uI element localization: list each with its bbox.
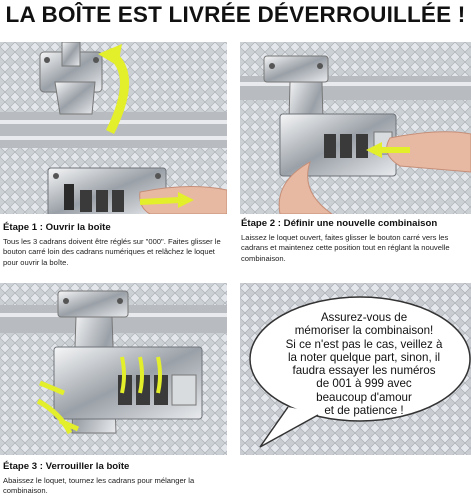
reminder-line: faudra essayer les numéros: [292, 364, 436, 378]
reminder-line: Assurez-vous de: [320, 311, 408, 324]
lock-plate-icon: [54, 347, 202, 419]
step-1-heading: Étape 1 : Ouvrir la boîte: [3, 222, 111, 233]
reminder-line: Si ce n'est pas le cas, veillez à: [285, 337, 443, 351]
reminder-line: de 001 à 999 avec: [316, 377, 412, 391]
step-1-photo: [0, 42, 227, 214]
step-2-photo: [240, 42, 471, 214]
step-3-text: Abaissez le loquet, tournez les cadrans pour mélanger la combinaison.: [3, 476, 195, 496]
step-1-text: Tous les 3 cadrans doivent être réglés sur "000". Faites glisser le bouton carré loin des cadrans numériques et relâchez le loquet pour ouvrir la boîte.: [3, 237, 221, 267]
step-3: [3, 461, 231, 497]
page-title: LA BOÎTE EST LIVRÉE DÉVERROUILLÉE !: [5, 2, 466, 27]
step-2-heading: Étape 2 : Définir une nouvelle combinaison: [241, 218, 438, 229]
reminder-line: mémoriser la combinaison!: [294, 324, 434, 338]
step-1: [3, 222, 231, 268]
dial-arrow-icon: [122, 357, 124, 393]
step-2-text: Laissez le loquet ouvert, faites glisser le bouton carré vers les cadrans et maintenez cette position tout en réglant la nouvelle combinaison.: [241, 233, 450, 263]
reminder-text: [266, 311, 462, 417]
reminder-line: et de patience !: [324, 404, 404, 418]
reminder-line: la noter quelque part, sinon, il: [287, 350, 441, 364]
step-2: [241, 218, 469, 264]
reminder-line: beaucoup d'amour: [316, 390, 412, 404]
step-3-heading: Étape 3 : Verrouiller la boîte: [3, 461, 130, 472]
step-3-photo: [0, 283, 227, 455]
